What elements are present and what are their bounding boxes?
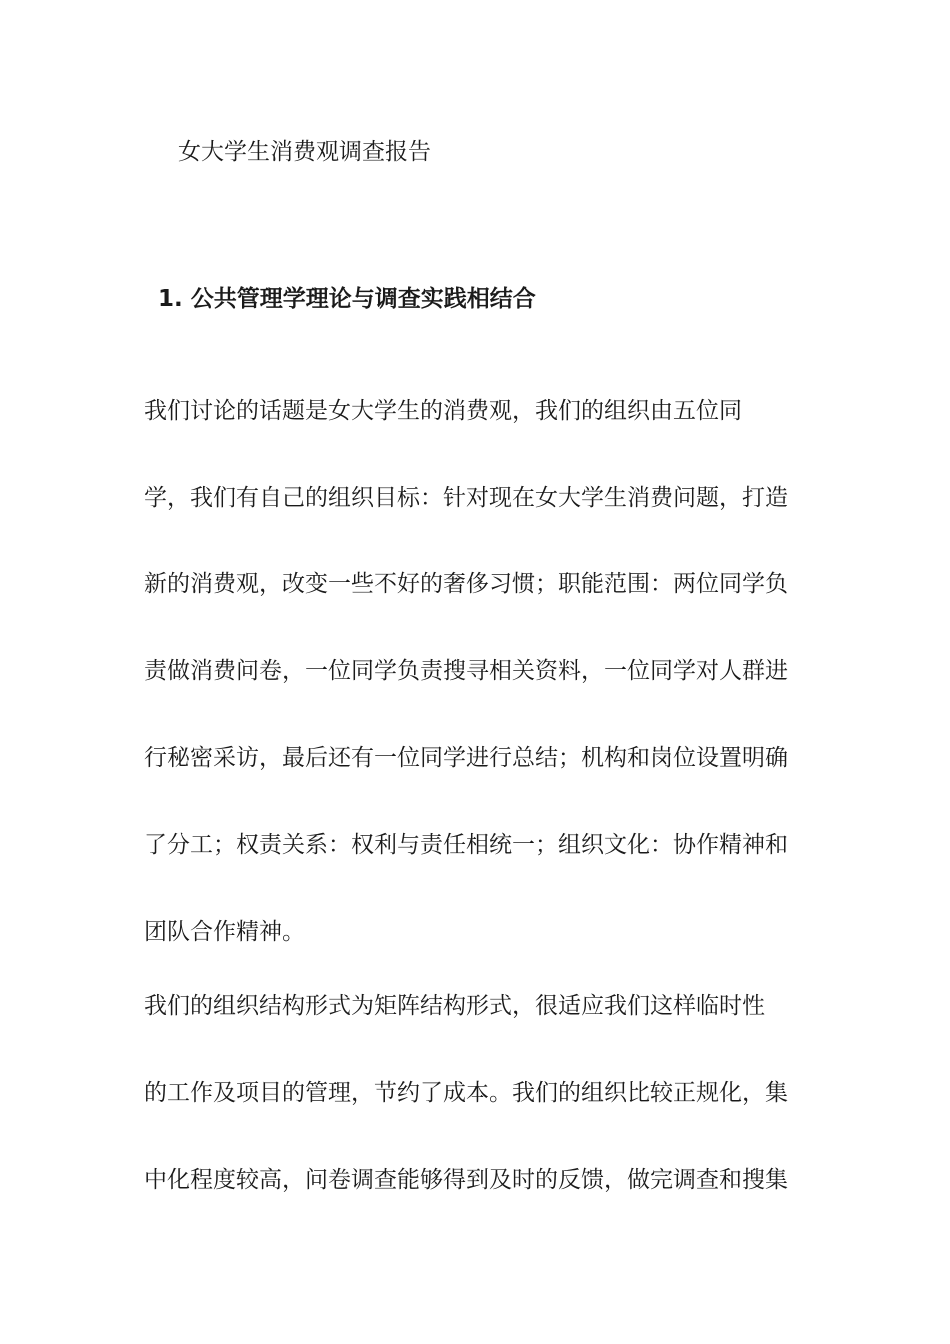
paragraph-line: 了分工；权责关系：权利与责任相统一；组织文化：协作精神和 — [144, 832, 788, 858]
paragraph-line: 我们讨论的话题是女大学生的消费观，我们的组织由五位同 — [144, 398, 742, 424]
section-heading: 1. 公共管理学理论与调查实践相结合 — [158, 286, 536, 312]
document-title: 女大学生消费观调查报告 — [178, 139, 431, 165]
paragraph-line: 的工作及项目的管理，节约了成本。我们的组织比较正规化，集 — [144, 1080, 788, 1106]
paragraph-line: 中化程度较高，问卷调查能够得到及时的反馈，做完调查和搜集 — [144, 1167, 788, 1193]
paragraph-line: 行秘密采访，最后还有一位同学进行总结；机构和岗位设置明确 — [144, 745, 788, 771]
paragraph-line: 学，我们有自己的组织目标：针对现在女大学生消费问题，打造 — [144, 485, 788, 511]
paragraph-line: 新的消费观，改变一些不好的奢侈习惯；职能范围：两位同学负 — [144, 571, 788, 597]
paragraph-line: 团队合作精神。 — [144, 919, 305, 945]
paragraph-line: 责做消费问卷，一位同学负责搜寻相关资料，一位同学对人群进 — [144, 658, 788, 684]
paragraph-line: 我们的组织结构形式为矩阵结构形式，很适应我们这样临时性 — [144, 993, 765, 1019]
